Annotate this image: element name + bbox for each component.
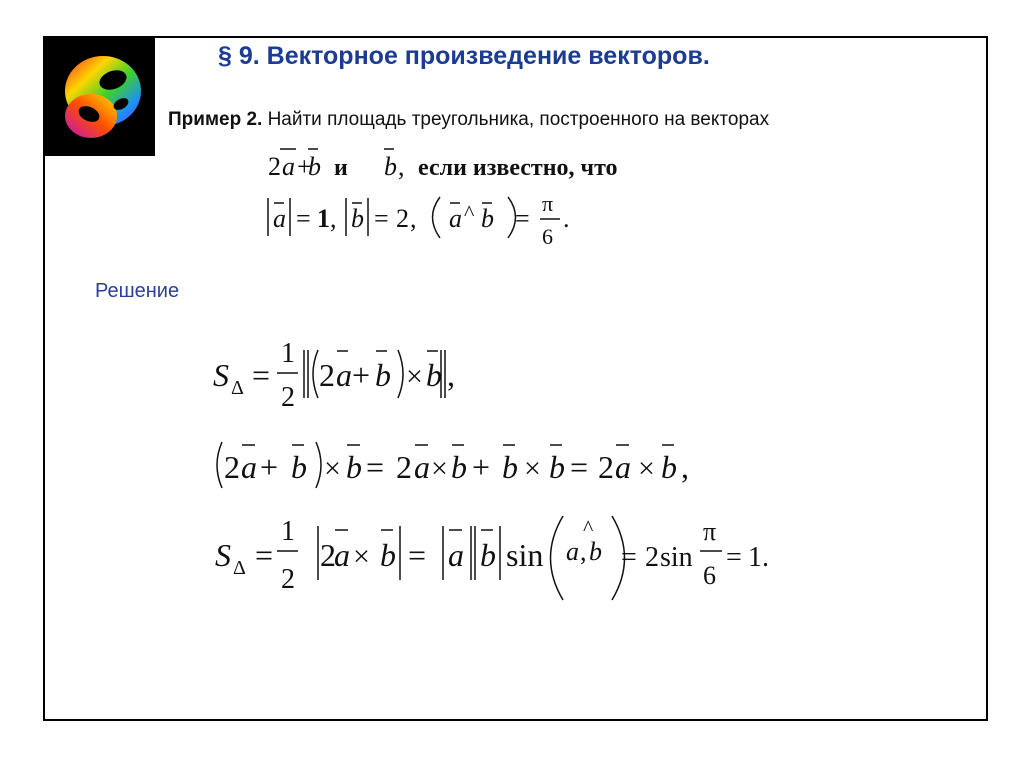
svg-text:,: , xyxy=(681,449,689,485)
svg-text:×: × xyxy=(324,452,341,485)
svg-text:b: b xyxy=(480,537,496,573)
svg-text:+: + xyxy=(472,449,491,485)
slide-title: § 9. Векторное произведение векторов. xyxy=(218,42,710,70)
svg-text:2: 2 xyxy=(320,537,336,573)
svg-text:=: = xyxy=(408,537,427,573)
svg-text:=: = xyxy=(515,204,530,233)
svg-text:1: 1 xyxy=(281,516,295,547)
svg-text:=: = xyxy=(252,357,271,393)
svg-text:2: 2 xyxy=(281,564,295,595)
svg-text:b: b xyxy=(308,152,321,181)
abs-a-value: 1 xyxy=(317,204,330,233)
svg-text:a: a xyxy=(282,152,295,181)
svg-text:b: b xyxy=(426,357,442,393)
svg-text:^: ^ xyxy=(464,200,475,225)
svg-text:2: 2 xyxy=(319,357,335,393)
svg-text:×: × xyxy=(406,360,423,393)
pi-symbol: π xyxy=(542,191,554,216)
svg-text:a: a xyxy=(449,204,462,233)
abs-b-value: 2 xyxy=(396,204,409,233)
svg-text:=: = xyxy=(570,449,589,485)
svg-text:b: b xyxy=(661,449,677,485)
svg-text:a: a xyxy=(615,449,631,485)
svg-text:1.: 1. xyxy=(748,542,769,573)
svg-text:.: . xyxy=(563,204,570,233)
svg-text:=: = xyxy=(726,542,742,573)
svg-text:,: , xyxy=(447,357,455,393)
svg-text:=: = xyxy=(366,449,385,485)
svg-text:a: a xyxy=(448,537,464,573)
svg-text:1: 1 xyxy=(281,338,295,369)
svg-text:,: , xyxy=(410,204,417,233)
s-symbol: S xyxy=(213,357,229,393)
svg-text:b: b xyxy=(346,449,362,485)
sin-func: sin xyxy=(506,537,544,573)
svg-text:×: × xyxy=(524,452,541,485)
svg-text:b: b xyxy=(549,449,565,485)
svg-text:+: + xyxy=(297,152,312,181)
svg-text:Δ: Δ xyxy=(233,557,246,579)
svg-text:×: × xyxy=(353,540,370,573)
svg-text:=: = xyxy=(621,542,637,573)
svg-text:×: × xyxy=(638,452,655,485)
svg-text:b: b xyxy=(589,537,602,566)
example-label: Пример 2. xyxy=(168,109,263,130)
svg-text:b: b xyxy=(502,449,518,485)
svg-text:^: ^ xyxy=(583,515,594,540)
svg-text:2: 2 xyxy=(396,449,412,485)
solution-label: Решение xyxy=(95,280,180,302)
svg-text:b: b xyxy=(380,537,396,573)
svg-text:b: b xyxy=(375,357,391,393)
svg-text:a: a xyxy=(414,449,430,485)
svg-text:×: × xyxy=(431,452,448,485)
svg-text:,: , xyxy=(580,537,587,566)
svg-text:2: 2 xyxy=(224,449,240,485)
svg-text:a: a xyxy=(336,357,352,393)
svg-text:2: 2 xyxy=(598,449,614,485)
svg-text:,: , xyxy=(398,152,405,181)
svg-text:b: b xyxy=(451,449,467,485)
svg-text:S: S xyxy=(215,537,231,573)
svg-text:,: , xyxy=(330,204,337,233)
svg-text:a: a xyxy=(273,204,286,233)
svg-text:a: a xyxy=(566,537,579,566)
svg-text:6: 6 xyxy=(703,561,716,590)
svg-text:2: 2 xyxy=(645,542,659,573)
svg-text:+: + xyxy=(260,449,279,485)
svg-text:2: 2 xyxy=(268,152,281,181)
six: 6 xyxy=(542,224,553,249)
svg-text:=: = xyxy=(374,204,389,233)
svg-text:b: b xyxy=(384,152,397,181)
svg-text:π: π xyxy=(703,517,717,546)
delta-symbol: Δ xyxy=(231,377,244,399)
svg-text:2: 2 xyxy=(281,382,295,413)
condition-text: если известно, что xyxy=(418,155,618,181)
svg-text:=: = xyxy=(296,204,311,233)
svg-text:=: = xyxy=(255,537,274,573)
example-text: Найти площадь треугольника, построенного на векторах xyxy=(267,109,770,130)
and-word: и xyxy=(334,155,348,181)
svg-text:b: b xyxy=(291,449,307,485)
svg-text:b: b xyxy=(351,204,364,233)
svg-text:a: a xyxy=(334,537,350,573)
svg-text:b: b xyxy=(481,204,494,233)
svg-text:+: + xyxy=(352,357,371,393)
svg-text:a: a xyxy=(241,449,257,485)
svg-text:sin: sin xyxy=(660,542,693,573)
